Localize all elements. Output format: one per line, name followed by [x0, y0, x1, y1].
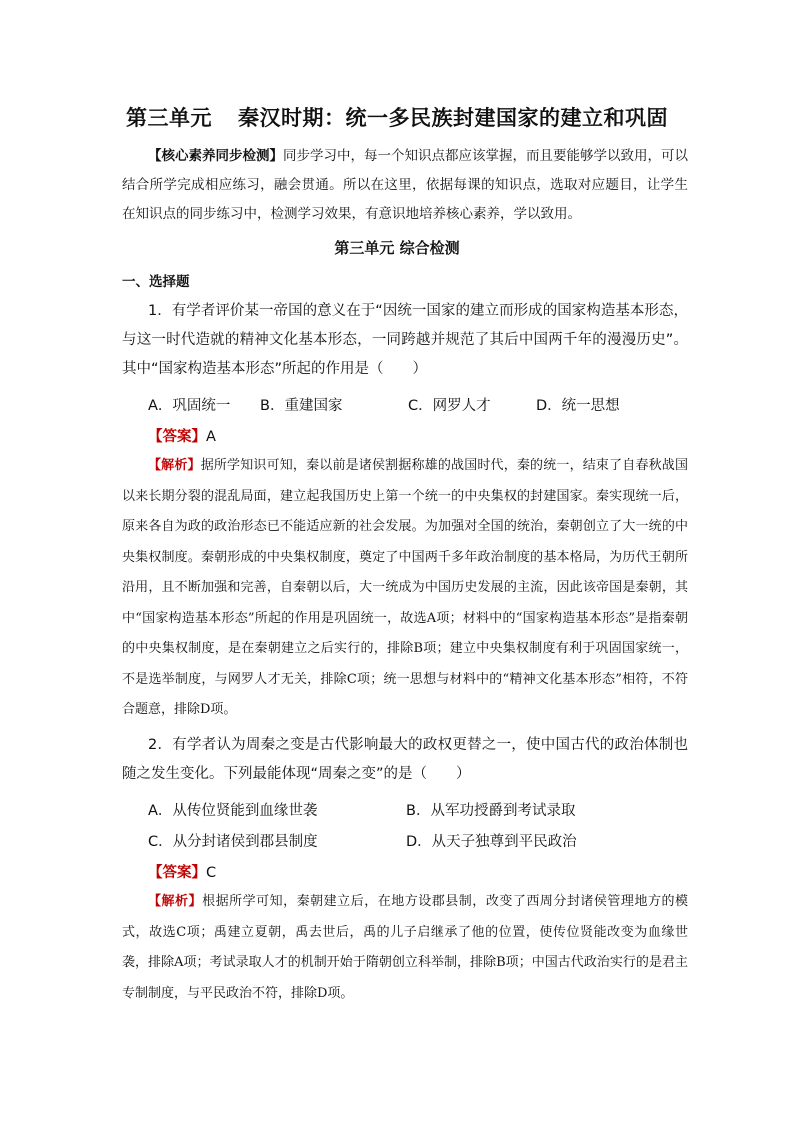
- question-2-stem: 2．有学者认为周秦之变是古代影响最大的政权更替之一，使中国古代的政治体制也随之发生变化。下列最能体现“周秦之变”的是（ ）: [122, 737, 688, 782]
- answer-value: A: [206, 429, 216, 445]
- intro-paragraph: [122, 142, 688, 229]
- intro-text: 同步学习中，每一个知识点都应该掌握，而且要能够学以致用，可以结合所学完成相应练习，融会贯通。所以在这里，依据每课的知识点，选取对应题目，让学生在知识点的同步练习中，检测学习效果，有意识地培养核心素养，学以致用。: [122, 148, 688, 222]
- option-d: D．从天子独尊到平民政治: [406, 834, 577, 850]
- unit-topic: 秦汉时期：统一多民族封建国家的建立和巩固: [238, 106, 668, 130]
- answer-tag: 【答案】: [148, 865, 206, 881]
- option-b: B．重建国家: [260, 398, 343, 414]
- question-1-analysis: [122, 451, 688, 726]
- question-2-analysis: [122, 887, 688, 1009]
- answer-value: C: [206, 865, 217, 881]
- option-a: A．从传位贤能到血缘世袭: [148, 803, 318, 819]
- unit-label: 第三单元: [126, 106, 212, 130]
- option-a: A．巩固统一: [148, 398, 231, 414]
- intro-bracket: 【核心素养同步检测】: [148, 148, 283, 164]
- section-heading: 一、选择题: [122, 274, 190, 290]
- answer-tag: 【答案】: [148, 429, 206, 445]
- page-title: [0, 102, 794, 132]
- analysis-text: 据所学知识可知，秦以前是诸侯割据称雄的战国时代，秦的统一，结束了自春秋战国以来长期分裂的混乱局面，建立起我国历史上第一个统一的中央集权的封建国家。秦实现统一后，原来各自为政的政治形态已不能适应新的社会发展。为加强对全国的统治，秦朝创立了大一统的中央集权制度。秦朝形成的中央集权制度，奠定了中国两千多年政治制度的基本格局，为历代王朝所沿用，且不断加强和完善，自秦朝以后，大一统成为中国历史发展的主流，因此该帝国是秦朝，其中“国家构造基本形态”所起的作用是巩固统一，故选A项；材料中的“国家构造基本形态”是指秦朝的中央集权制度，是在秦朝建立之后实行的，排除B项；建立中央集权制度有利于巩固国家统一，不是选举制度，与网罗人才无关，排除C项；统一思想与材料中的“精神文化基本形态”相符，不符合题意，排除D项。: [122, 458, 688, 717]
- analysis-tag: 【解析】: [148, 458, 201, 473]
- question-2-answer: [148, 861, 216, 882]
- test-subtitle: 第三单元 综合检测: [334, 239, 460, 257]
- question-1-stem: 1．有学者评价某一帝国的意义在于“因统一国家的建立而形成的国家构造基本形态，与这一时代造就的精神文化基本形态，一同跨越并规范了其后中国两千年的漫漫历史”。其中“国家构造基本形态”所起的作用是（ ）: [122, 303, 688, 377]
- question-1-answer: [148, 425, 216, 446]
- option-b: B．从军功授爵到考试录取: [406, 803, 576, 819]
- analysis-tag: 【解析】: [148, 894, 203, 909]
- option-c: C．网罗人才: [408, 398, 491, 414]
- analysis-text: 根据所学可知，秦朝建立后，在地方设郡县制，改变了西周分封诸侯管理地方的模式，故选C项；禹建立夏朝，禹去世后，禹的儿子启继承了他的位置，使传位贤能改变为血缘世袭，排除A项；考试录取人才的机制开始于隋朝创立科举制，排除B项；中国古代政治实行的是君主专制制度，与平民政治不符，排除D项。: [122, 894, 688, 1001]
- option-c: C．从分封诸侯到郡县制度: [148, 834, 318, 850]
- option-d: D．统一思想: [536, 398, 620, 414]
